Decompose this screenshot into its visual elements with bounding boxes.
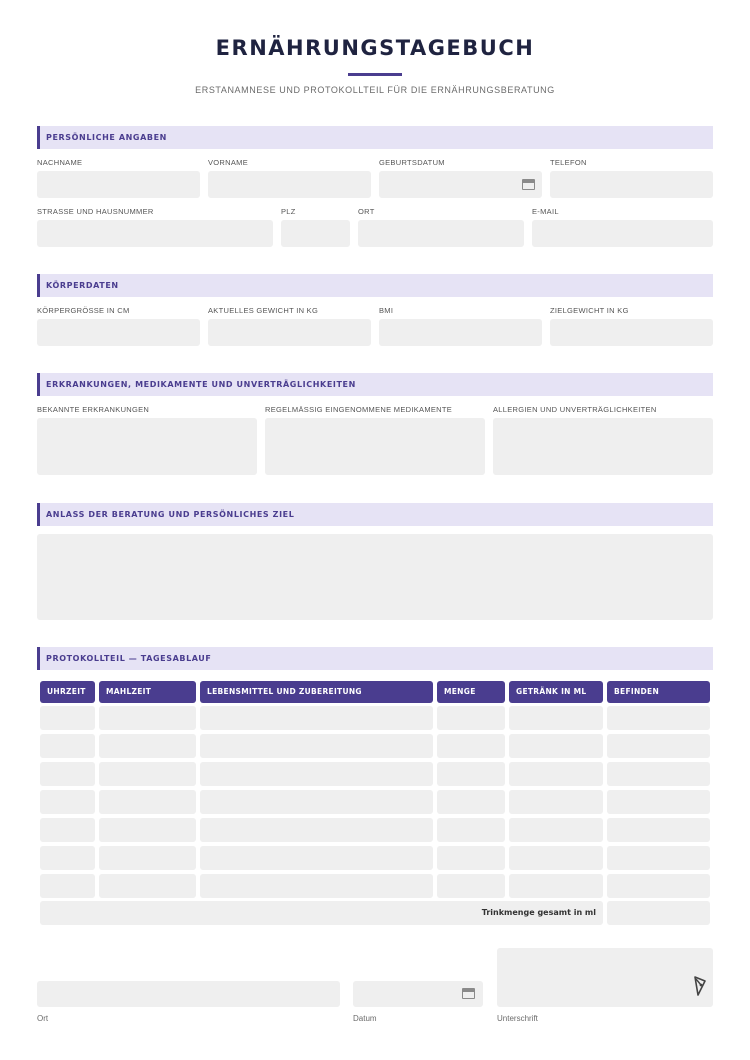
col-header-befinden: BEFINDEN [607,681,710,703]
zielgewicht-label: ZIELGEWICHT IN KG [550,306,629,315]
table-cell-menge[interactable] [437,706,505,730]
table-cell-lebensmittel[interactable] [200,790,433,814]
erkrankungen-label: BEKANNTE ERKRANKUNGEN [37,405,150,414]
total-value-field[interactable] [607,901,710,925]
table-cell-lebensmittel[interactable] [200,874,433,898]
groesse-label: KÖRPERGRÖSSE IN CM [37,306,130,315]
table-cell-mahlzeit[interactable] [99,762,196,786]
table-cell-befinden[interactable] [607,762,710,786]
table-cell-menge[interactable] [437,762,505,786]
table-cell-menge[interactable] [437,818,505,842]
telefon-field[interactable] [550,171,713,198]
table-cell-mahlzeit[interactable] [99,874,196,898]
unterschrift-footer-label: Unterschrift [497,1014,538,1023]
table-cell-getraenk[interactable] [509,734,603,758]
datum-field[interactable] [353,981,483,1007]
allergien-label: ALLERGIEN UND UNVERTRÄGLICHKEITEN [493,405,657,414]
table-cell-menge[interactable] [437,790,505,814]
strasse-field[interactable] [37,220,273,247]
vorname-label: VORNAME [208,158,249,167]
telefon-label: TELEFON [550,158,587,167]
section-personal-header: PERSÖNLICHE ANGABEN [37,126,713,149]
col-header-menge: MENGE [437,681,505,703]
section-medical-header: ERKRANKUNGEN, MEDIKAMENTE UND UNVERTRÄGLICHKEITEN [37,373,713,396]
table-cell-mahlzeit[interactable] [99,846,196,870]
table-cell-uhrzeit[interactable] [40,846,95,870]
table-cell-getraenk[interactable] [509,846,603,870]
table-cell-befinden[interactable] [607,706,710,730]
gewicht-field[interactable] [208,319,371,346]
datum-footer-label: Datum [353,1014,377,1023]
nachname-label: NACHNAME [37,158,83,167]
total-row-label-cell [40,901,603,925]
section-goal-header: ANLASS DER BERATUNG UND PERSÖNLICHES ZIEL [37,503,713,526]
groesse-field[interactable] [37,319,200,346]
strasse-label: STRASSE UND HAUSNUMMER [37,207,154,216]
table-cell-uhrzeit[interactable] [40,790,95,814]
pen-nib-icon [693,975,707,997]
geburtsdatum-label: GEBURTSDATUM [379,158,445,167]
page-subtitle: ERSTANAMNESE UND PROTOKOLLTEIL FÜR DIE ERNÄHRUNGSBERATUNG [195,85,555,95]
table-cell-lebensmittel[interactable] [200,706,433,730]
table-cell-mahlzeit[interactable] [99,734,196,758]
table-cell-uhrzeit[interactable] [40,874,95,898]
table-cell-uhrzeit[interactable] [40,762,95,786]
table-cell-menge[interactable] [437,874,505,898]
section-protocol-header: PROTOKOLLTEIL — TAGESABLAUF [37,647,713,670]
col-header-uhrzeit: UHRZEIT [40,681,95,703]
table-cell-getraenk[interactable] [509,874,603,898]
total-label: Trinkmenge gesamt in ml [481,908,596,917]
table-cell-uhrzeit[interactable] [40,734,95,758]
ort-footer-label: Ort [37,1014,49,1023]
ort-signature-field[interactable] [37,981,340,1007]
table-cell-befinden[interactable] [607,790,710,814]
table-cell-mahlzeit[interactable] [99,706,196,730]
nachname-field[interactable] [37,171,200,198]
allergien-field[interactable] [493,418,713,475]
bmi-label: BMI [379,306,394,315]
table-cell-getraenk[interactable] [509,706,603,730]
table-cell-befinden[interactable] [607,818,710,842]
table-cell-befinden[interactable] [607,874,710,898]
section-body-header: KÖRPERDATEN [37,274,713,297]
page-title: ERNÄHRUNGSTAGEBUCH [215,36,535,60]
medikamente-field[interactable] [265,418,485,475]
col-header-lebensmittel: LEBENSMITTEL UND ZUBEREITUNG [200,681,433,703]
signature-field[interactable] [497,948,713,1007]
col-header-mahlzeit: MAHLZEIT [99,681,196,703]
table-cell-befinden[interactable] [607,846,710,870]
email-field[interactable] [532,220,713,247]
geburtsdatum-field[interactable] [379,171,542,198]
table-cell-lebensmittel[interactable] [200,846,433,870]
table-cell-menge[interactable] [437,846,505,870]
table-cell-getraenk[interactable] [509,762,603,786]
vorname-field[interactable] [208,171,371,198]
bmi-field[interactable] [379,319,542,346]
col-header-getraenk: GETRÄNK IN ML [509,681,603,703]
table-cell-lebensmittel[interactable] [200,762,433,786]
table-cell-uhrzeit[interactable] [40,818,95,842]
email-label: E-MAIL [532,207,559,216]
table-cell-lebensmittel[interactable] [200,818,433,842]
table-cell-getraenk[interactable] [509,790,603,814]
plz-label: PLZ [281,207,296,216]
ort-label: ORT [358,207,375,216]
table-cell-befinden[interactable] [607,734,710,758]
table-cell-getraenk[interactable] [509,818,603,842]
table-cell-lebensmittel[interactable] [200,734,433,758]
table-cell-mahlzeit[interactable] [99,790,196,814]
erkrankungen-field[interactable] [37,418,257,475]
calendar-icon[interactable] [462,988,475,999]
table-cell-mahlzeit[interactable] [99,818,196,842]
table-cell-uhrzeit[interactable] [40,706,95,730]
calendar-icon[interactable] [522,179,535,190]
plz-field[interactable] [281,220,350,247]
title-underline [348,73,402,76]
zielgewicht-field[interactable] [550,319,713,346]
ort-field[interactable] [358,220,524,247]
medikamente-label: REGELMÄSSIG EINGENOMMENE MEDIKAMENTE [265,405,453,414]
goal-field[interactable] [37,534,713,620]
gewicht-label: AKTUELLES GEWICHT IN KG [208,306,319,315]
table-cell-menge[interactable] [437,734,505,758]
